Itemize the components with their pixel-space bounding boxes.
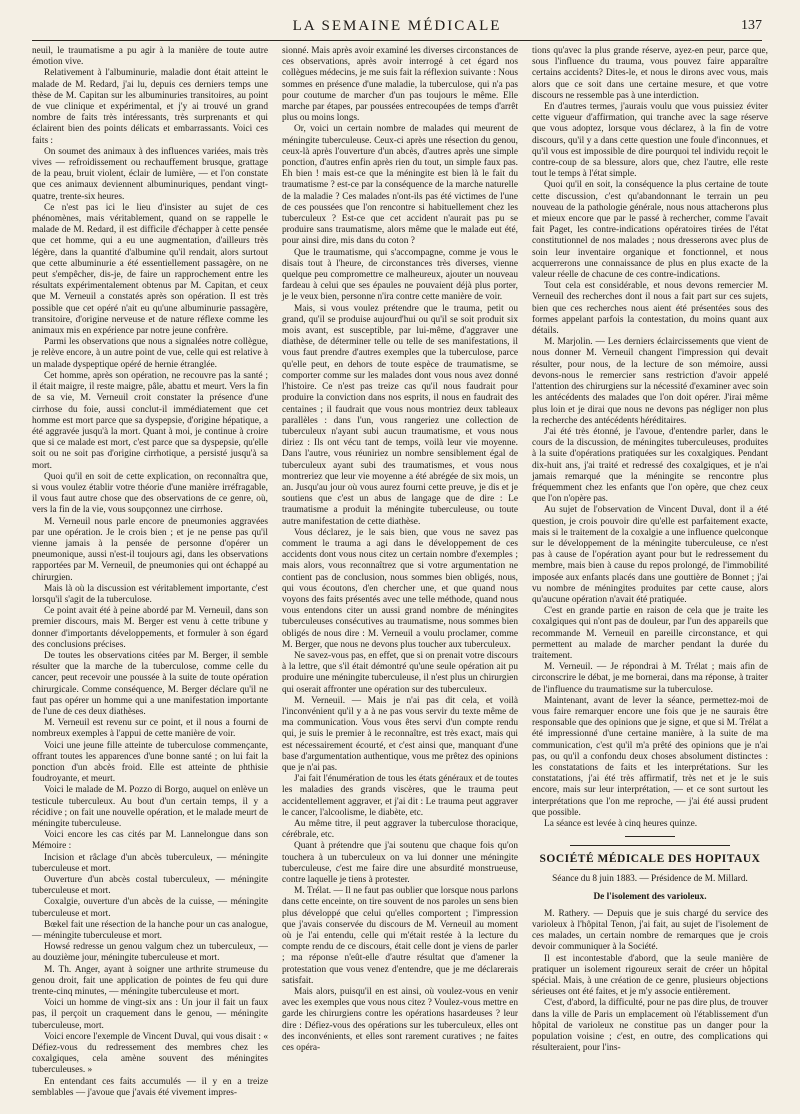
paragraph: Tout cela est considérable, et nous devons remercier M. Verneuil des recherches dont il nous a fait part sur ces sujets, bien que ces recherches nous aient été présentées sous des formes appelant parfois la contestation, du moins quant aux détails. (532, 281, 768, 337)
paragraph: Ne savez-vous pas, en effet, que si on prenait votre discours à la lettre, que s'il était démontré qu'une seule opération ait pu produire une méningite tuberculeuse, il n'est plus un chirurgien qui oserait affronter une opération sur des tuberculeux. (282, 650, 519, 695)
paragraph: M. Verneuil. — Mais je n'ai pas dit cela, et voilà l'inconvénient qu'il y a à ne pas vous servir du texte même de ma communication. Vous vous êtes servi d'un compte rendu qui, je suis le premier à le reconnaître, est très exact, mais qui est nécessairement écourté, et c'est ainsi que, manquant d'une base d'argumentation authentique, vous me prêtez des opinions que je n'ai pas. (282, 695, 518, 773)
paragraph: M. Marjolin. — Les derniers éclaircissements que vient de nous donner M. Verneuil changent l'impression qui devait résulter, pour nous, de la lecture de son mémoire, aussi devons-nous le remercier sans restriction d'avoir appelé l'attention des chirurgiens sur la nécessité d'examiner avec soin les antécédents des malades que l'on doit opérer. J'irai même plus loin et je dirai que nous ne devons pas négliger non plus la recherche des antécédents héréditaires. (532, 337, 768, 426)
paragraph: De toutes les observations citées par M. Berger, il semble résulter que la marche de la tuberculose, comme celle du cancer, peut recevoir une poussée à la suite de toute opération chirurgicale. Comme conséquence, M. Berger déclare qu'il ne faut pas opérer un homme qui a une manifestation importante de l'une de ces deux diathèses. (32, 650, 268, 717)
column-left (32, 46, 268, 1099)
paragraph: Voici encore les cas cités par M. Lannelongue dans son Mémoire : (32, 830, 268, 852)
paragraph: Quoi qu'il en soit de cette explication, on reconnaîtra que, si vous voulez établir votre théorie d'une manière irréfragable, il vous faut autre chose que des observations de ce genre, où, vers la fin de la vie, vous soupçonnez une cirrhose. (32, 471, 268, 516)
column-right (532, 46, 768, 1054)
paragraph: Voici un homme de vingt-six ans : Un jour il fait un faux pas, il perçoit un craquement dans le genou, — méningite tuberculeuse, mort. (32, 998, 268, 1031)
paragraph: M. Trélat. — Il ne faut pas oublier que lorsque nous parlons dans cette enceinte, on tire souvent de nos paroles un sens bien plus développé que celui qu'elles comportent ; l'impression que j'avais conservée du discours de M. Verneuil au moment où je l'ai entendu, celle qui m'était restée à la lecture du compte rendu de ce discours, était celle dont je viens de parler ; ma réponse n'eût-elle d'autre résultat que d'amener la protestation que vous venez d'entendre, que je me déclarerais satisfait. (282, 886, 518, 986)
paragraph: Ce point avait été à peine abordé par M. Verneuil, dans son premier discours, mais M. Berger est venu à cette tribune y donner d'importants développements, et formuler à son égard des conclusions précises. (32, 606, 268, 650)
paragraph: M. Rathery. — Depuis que je suis chargé du service des varioleux à l'hôpital Tenon, j'ai fait, au sujet de l'isolement de ces malades, un certain nombre de remarques que je crois devoir communiquer à la Société. (532, 908, 768, 953)
page-number: 137 (741, 18, 762, 33)
paragraph: sionné. Mais après avoir examiné les diverses circonstances de ces observations, après avoir interrogé à cet égard nos collègues médecins, je me suis fait la réflexion suivante : Nous sommes en présence d'une maladie, la tuberculose, qui n'a pas pour coutume de marcher d'un pas toujours le même. Elle marche par étapes, par poussées entrecoupées de temps d'arrêt plus ou moins longs. (282, 46, 518, 124)
section-divider (625, 836, 675, 837)
paragraph: J'ai été très étonné, je l'avoue, d'entendre parler, dans le cours de la discussion, de méningites tuberculeuses, produites à la suite d'opérations pratiquées sur les coxalgiques. Pendant dix-huit ans, j'ai traité et redressé des coxalgiques, et je n'ai jamais remarqué que la méningite se rencontre plus fréquemment chez les enfants que l'on opère, que chez ceux que l'on n'opère pas. (532, 426, 768, 505)
paragraph: En d'autres termes, j'aurais voulu que vous puissiez éviter cette vigueur d'affirmation, qui tranche avec la sage réserve que vous adoptez, lorsque vous déclarez, à la fin de votre discours, qu'il y a dans cette question une foule d'inconnues, et qu'il vous est impossible de dire pourquoi tel individu reçoit le contre-coup de sa blessure, alors que, chez l'autre, elle reste tout le temps à l'état simple. (532, 102, 768, 180)
section-title: SOCIÉTÉ MÉDICALE DES HOPITAUX (539, 853, 761, 866)
paragraph: J'ai fait l'énumération de tous les états généraux et de toutes les maladies des grands viscères, que le trauma peut accidentellement aggraver, et j'ai dit : Le trauma peut aggraver le cancer, l'alcoolisme, le diabète, etc. (282, 774, 518, 818)
paragraph: Mais là où la discussion est véritablement importante, c'est lorsqu'il s'agit de la tuberculose. (32, 583, 268, 605)
section-rule-top (570, 845, 730, 846)
paragraph: C'est en grande partie en raison de cela que je traite les coxalgiques qui n'ont pas de douleur, par l'un des appareils que recommande M. Verneuil en pareille circonstance, et qui permettent au malade de marcher pendant la durée du traitement. (532, 606, 768, 661)
paragraph: Ce n'est pas ici le lieu d'insister au sujet de ces phénomènes, mais véritablement, quand on se rappelle le malade de M. Redard, il est difficile d'échapper à cette pensée que cet homme, qui a eu une augmentation, d'ailleurs très légère, dans la quantité d'albumine qu'il rendait, alors surtout que cette albuminurie a été essentiellement passagère, on ne peut s'empêcher, dis-je, de faire un rapprochement entre les résultats expérimentalement obtenus par M. Capitan, et ceux que M. Verneuil a constatés après son opération. Il est très possible que cet opéré n'ait eu qu'une albuminurie passagère, transitoire, d'origine nerveuse et de nature réflexe comme les animaux mis en expérience par notre jeune confrère. (32, 202, 268, 337)
paragraph: Ouverture d'un abcès costal tuberculeux, — méningite tuberculeuse et mort. (32, 875, 268, 897)
paragraph: C'est, d'abord, la difficulté, pour ne pas dire plus, de trouver dans la ville de Paris un emplacement où l'établissement d'un hôpital de varioleux ne constitue pas un danger pour la population voisine ; c'est, en outre, des complications qui résulteraient, pour l'ins- (532, 998, 768, 1054)
paragraph: Coxalgie, ouverture d'un abcès de la cuisse, — méningite tuberculeuse et mort. (32, 897, 268, 919)
session-line: Séance du 8 juin 1883. — Présidence de M. Millard. (552, 874, 748, 885)
paragraph: Maintenant, avant de lever la séance, permettez-moi de vous faire remarquer encore une fois que je ne saurais être responsable que des opinions que je signe, et que si M. Trélat a été impressionné d'une certaine manière, à la suite de ma communication, c'est qu'il m'a prêté des opinions que je n'ai pas, ou qu'il a confondu deux choses absolument distinctes : les constatations de faits et les interprétations. Sur les constatations, j'ai été très affirmatif, très net et je le suis encore, mais sur leur interprétation, — et ce sont surtout les interprétations que l'on me reproche, — j'ai été aussi prudent que possible. (532, 695, 768, 818)
paragraph: Quant à prétendre que j'ai soutenu que chaque fois qu'on touchera à un tuberculeux on va lui donner une méningite tuberculeuse, c'est me faire dire une absurdité monstrueuse, contre laquelle je tiens à protester. (282, 841, 518, 886)
journal-title: LA SEMAINE MÉDICALE (292, 18, 502, 34)
column-right-top (532, 46, 768, 830)
paragraph: Parmi les observations que nous a signalées notre collègue, je relève encore, à un autre point de vue, celle qui est relative à un malade dyspeptique opéré de hernie étranglée. (32, 337, 268, 370)
section-rule-bottom (570, 869, 730, 870)
page-header (32, 10, 762, 41)
paragraph: Incision et râclage d'un abcès tuberculeux, — méningite tuberculeuse et mort. (32, 852, 268, 874)
paragraph: La séance est levée à cinq heures quinze. (544, 819, 698, 830)
column-middle (282, 46, 518, 1054)
paragraph: Or, voici un certain nombre de malades qui meurent de méningite tuberculeuse. Ceux-ci après une résection du genou, ceux-là après l'ouverture d'un abcès, d'autres après une simple ponction, d'autres enfin après rien du tout, un simple faux pas. Eh bien ! mais est-ce que la méningite est bien là le fait du traumatisme ? est-ce par la conséquence de la marche naturelle de la maladie ? Ces malades n'ont-ils pas été victimes de l'une de ces poussées que l'on rencontre si habituellement chez les tuberculeux ? Est-ce que cet accident n'aurait pas pu se produire sans traumatisme, alors même que le malade eut été, pour ainsi dire, mis dans du coton ? (282, 124, 518, 247)
paragraph: Voici encore l'exemple de Vincent Duval, qui vous disait : « Défiez-vous du redressement des membres chez les coxalgiques, cela amène souvent des méningites tuberculeuses. » (32, 1031, 268, 1076)
paragraph: Que le traumatisme, qui s'accompagne, comme je vous le disais tout à l'heure, de circonstances très diverses, vienne quelque peu compromettre ce malheureux, ajouter un nouveau fardeau à celui que ses épaules ne pouvaient déjà plus porter, je le veux bien, personne n'ira contre cette manière de voir. (282, 247, 518, 303)
paragraph: M. Verneuil. — Je répondrai à M. Trélat ; mais afin de circonscrire le débat, je me bornerai, dans ma réponse, à traiter de l'influence du traumatisme sur la tuberculose. (532, 662, 768, 695)
paragraph: Au sujet de l'observation de Vincent Duval, dont il a été question, je crois pouvoir dire qu'elle est parfaitement exacte, mais si le traitement de la coxalgie a une influence quelconque sur le développement de la méningite tuberculeuse, ce n'est pas à cause de l'opération ayant pour but le redressement du membre, mais bien à cause du repos prolongé, de l'immobilité imposée aux enfants placés dans une gouttière de Bonnet ; j'ai vu nombre de méningites produites par cette cause, alors qu'aucune opération n'avait été pratiquée. (532, 505, 768, 605)
paragraph: Cet homme, après son opération, ne recouvre pas la santé ; il était maigre, il reste maigre, pâle, abattu et meurt. Vers la fin de sa vie, M. Verneuil croit constater la présence d'une cirrhose du foie, aussi conclut-il immédiatement que cet homme est mort parce que sa dyspepsie, d'origine hépatique, a été aggravée jusqu'à la mort. Quant à moi, je continue à croire que si ce malade est mort, c'est parce que sa dyspepsie, qu'elle soit ou ne soit pas d'origine cirrhotique, a persisté jusqu'à sa mort. (32, 370, 268, 471)
paragraph: M. Verneuil nous parle encore de pneumonies aggravées par une opération. Je le crois bien ; et je ne pense pas qu'il vienne jamais à la pensée de personne d'opérer un pneumonique, aussi n'est-il toujours agi, dans les observations rapportées par M. Verneuil, de pneumonies qui ont échappé au chirurgien. (32, 516, 268, 583)
paragraph: tions qu'avec la plus grande réserve, ayez-en peur, parce que, sous l'influence du trauma, vous pouvez faire apparaître certains accidents? Dites-le, et nous le dirons avec vous, mais alors que ce soit dans une certaine mesure, et que votre discours ne ressemble pas à une interdiction. (532, 46, 768, 101)
paragraph: Il est incontestable d'abord, que la seule manière de pratiquer un isolement rigoureux serait de créer un hôpital spécial. Mais, à une création de ce genre, plusieurs objections sérieuses ont été faites, et je m'y associe entièrement. (532, 953, 768, 998)
paragraph: On soumet des animaux à des influences variées, mais très vives — refroidissement ou rechauffement brusque, grattage de la peau, bruit violent, éclair de lumière, — et l'on constate que ces animaux deviennent albuminuriques, pendant vingt-quatre, trente-six heures. (32, 146, 268, 202)
paragraph: M. Verneuil est revenu sur ce point, et il nous a fourni de nombreux exemples à l'appui de cette manière de voir. (32, 718, 268, 740)
paragraph: Bœkel fait une résection de la hanche pour un cas analogue, — méningite tuberculeuse et mort. (32, 919, 268, 942)
paragraph: Relativement à l'albuminurie, maladie dont était atteint le malade de M. Redard, j'ai lu, depuis ces derniers temps une thèse de M. Capitan sur les albuminuries transitoires, au point de vue clinique et expérimental, et j'y ai trouvé un grand nombre de faits très intéressants, très surprenants et qui éclairent bien des points délicats et embarrassants. Voici ces faits : (32, 68, 268, 146)
paragraph: Vous déclarez, je le sais bien, que vous ne savez pas comment le trauma a agi dans le développement de ces accidents dont vous nous citez un certain nombre d'exemples ; mais alors, vous reconnaîtrez que si votre argumentation ne contient pas de conclusion, nous sommes bien obligés, nous, qui vous écoutons, d'en chercher une, et que quand nous voyons des faits présentés avec une telle méthode, quand nous vous entendons citer un aussi grand nombre de méningites tuberculeuses consécutives au traumatisme, nous sommes bien obligés de nous dire : M. Verneuil a voulu proclamer, comme M. Berger, que nous ne devons plus toucher aux tuberculeux. (282, 527, 518, 650)
section-subtitle: De l'isolement des varioleux. (593, 891, 707, 902)
paragraph: Mais alors, puisqu'il en est ainsi, où voulez-vous en venir avec les exemples que vous nous citez ? Voulez-vous mettre en garde les chirurgiens contre les opérations hasardeuses ? leur dire : Défiez-vous des opérations sur les tuberculeux, elles ont des inconvénients, et elles sont rarement curatives ; ne faites ces opéra- (282, 987, 518, 1054)
paragraph: Voici le malade de M. Pozzo di Borgo, auquel on enlève un testicule tuberculeux. Au bout d'un certain temps, il y a récidive ; on fait une nouvelle opération, et le malade meurt de méningite tuberculeuse. (32, 785, 268, 830)
paragraph: Howsé redresse un genou valgum chez un tuberculeux, — au douzième jour, méningite tuberculeuse et mort. (32, 942, 268, 964)
paragraph: Quoi qu'il en soit, la conséquence la plus certaine de toute cette discussion, c'est qu'abandonnant le terrain un peu nouveau de la pathologie générale, nous nous attacherons plus et mieux encore que par le passé à rechercher, comme l'avait fait Paget, les contre-indications opératoires tirées de l'état constitutionnel de nos malades ; nous dresserons avec plus de soin leur inventaire organique et fonctionnel, et nous acquerrerons une connaissance de plus en plus exacte de la valeur réelle de chacune de ces contre-indications. (532, 180, 768, 281)
paragraph: Voici une jeune fille atteinte de tuberculose commençante, offrant toutes les apparences d'une bonne santé ; on lui fait la ponction d'un abcès froid. Elle est atteinte de phthisie foudroyante, et meurt. (32, 740, 268, 785)
paragraph: neuil, le traumatisme a pu agir à la manière de toute autre émotion vive. (32, 46, 268, 68)
paragraph: Mais, si vous voulez prétendre que le trauma, petit ou grand, qu'il se produise aujourd'hui ou qu'il se soit produit six mois avant, est susceptible, par lui-même, d'aggraver une diathèse, de déterminer telle ou telle de ses manifestations, il vous faut prendre d'autres exemples que la tuberculose, parce qu'elle peut, en dehors de toute espèce de traumatisme, se comporter comme sur les malades dont vous nous avez donné l'histoire. Ce n'est pas treize cas qu'il nous faudrait pour produire la conviction dans nos esprits, il nous en faudrait des centaines ; il faudrait que vous nous montriez deux tableaux parallèles : dans l'un, vous rangeriez une collection de tuberculeux n'ayant subi aucun traumatisme, et vous nous diriez : Ils ont vécu tant de temps, voilà leur vie moyenne. Dans l'autre, vous réuniriez un nombre sensiblement égal de tuberculeux ayant subi des traumatismes, et vous nous montreriez que leur vie moyenne a été abrégée de six mois, un an. Jusqu'au jour où vous aurez fourni cette preuve, je dis et je soutiens que c'est un abus de langage que de dire : Le traumatisme a produit la méningite tuberculeuse, ou toute autre manifestation de cette diathèse. (282, 303, 518, 527)
paragraph: M. Th. Anger, ayant à soigner une arthrite strumeuse du genou droit, fait une application de pointes de feu qui dure trente-cinq minutes, — méningite tuberculeuse et mort. (32, 964, 268, 998)
column-right-bottom (532, 909, 768, 1055)
paragraph: En entendant ces faits accumulés — il y en a treize semblables — j'avoue que j'avais été vivement impres- (32, 1076, 268, 1098)
paragraph: Au même titre, il peut aggraver la tuberculose thoracique, cérébrale, etc. (282, 819, 518, 841)
